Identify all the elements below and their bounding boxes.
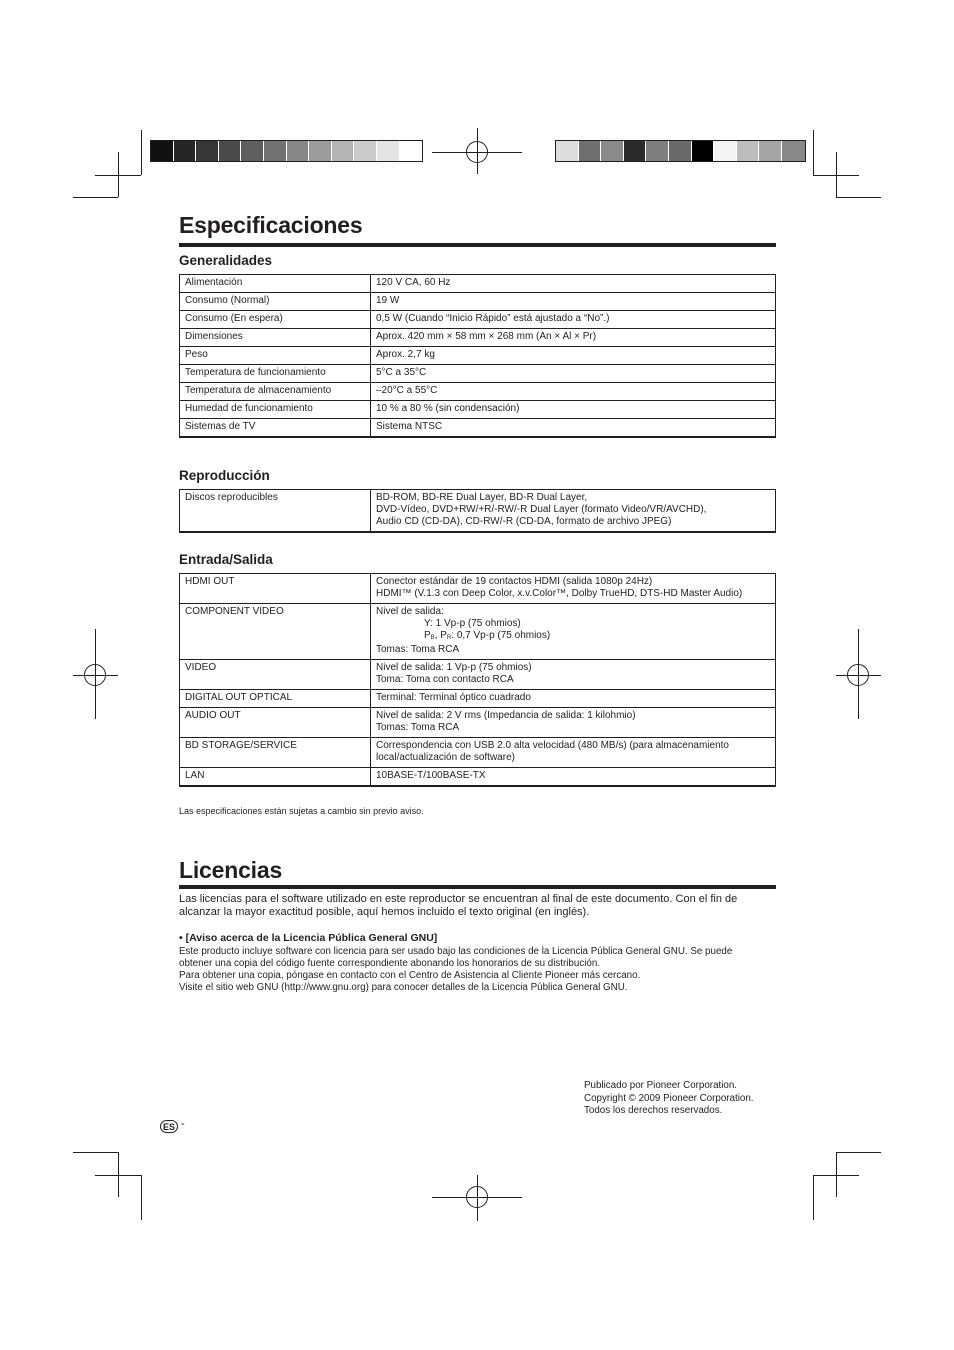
crop-mark-line (813, 1175, 814, 1220)
playback-heading: Reproducción (179, 468, 270, 483)
table-row (180, 604, 776, 660)
color-swatch (174, 141, 197, 161)
color-swatch (264, 141, 287, 161)
gnu-notice-heading: • [Aviso acerca de la Licencia Pública General GNU] (179, 932, 438, 944)
spec-label: LAN (180, 768, 371, 787)
color-swatch (579, 141, 602, 161)
table-row (180, 365, 776, 383)
table-row (180, 419, 776, 438)
spec-value: Aprox. 2,7 kg (371, 347, 776, 365)
spec-value: Nivel de salida: 2 V rms (Impedancia de salida: 1 kilohmio) Tomas: Toma RCA (371, 708, 776, 738)
table-row (180, 275, 776, 293)
spec-label: Dimensiones (180, 329, 371, 347)
spec-value: Nivel de salida: 1 Vp-p (75 ohmios) Toma: Toma con contacto RCA (371, 660, 776, 690)
color-swatch (759, 141, 782, 161)
spec-value: Aprox. 420 mm × 58 mm × 268 mm (An × Al × Pr) (371, 329, 776, 347)
spec-label: Consumo (Normal) (180, 293, 371, 311)
color-swatch (377, 141, 400, 161)
gnu-line: Este producto incluye software con licencia para ser usado bajo las condiciones de la Licencia Pública General GNU. Se puede (179, 946, 733, 957)
spec-value: –20°C a 55°C (371, 383, 776, 401)
io-heading: Entrada/Salida (179, 552, 273, 567)
crop-mark-line (95, 175, 141, 176)
table-row (180, 690, 776, 708)
publisher-line: Publicado por Pioneer Corporation. (584, 1080, 738, 1091)
spec-label: HDMI OUT (180, 574, 371, 604)
spec-label: Alimentación (180, 275, 371, 293)
color-swatch (332, 141, 355, 161)
table-row (180, 311, 776, 329)
color-swatch (241, 141, 264, 161)
color-swatch (714, 141, 737, 161)
licenses-title: Licencias (179, 857, 283, 883)
crop-mark-line (836, 197, 881, 198)
spec-value: Terminal: Terminal óptico cuadrado (371, 690, 776, 708)
color-swatch (782, 141, 805, 161)
spec-value: 10 % a 80 % (sin condensación) (371, 401, 776, 419)
spec-value-line: BD-ROM, BD-RE Dual Layer, BD-R Dual Layer, (376, 492, 588, 503)
spec-label: Discos reproducibles (180, 490, 371, 533)
gnu-notice-body (179, 946, 779, 994)
table-row (180, 401, 776, 419)
color-swatch (737, 141, 760, 161)
table-row (180, 347, 776, 365)
general-heading: Generalidades (179, 253, 273, 268)
spec-label: COMPONENT VIDEO (180, 604, 371, 660)
licenses-intro: Las licencias para el software utilizado en este reproductor se encuentran al final de este documento. Con el fin de alcanzar la mayor exactitud posible, aquí hemos incluido el texto original (en inglés). (179, 893, 738, 918)
grayscale-color-bar-left (150, 140, 423, 162)
crop-mark-line (73, 1152, 118, 1153)
table-row (180, 768, 776, 787)
grayscale-color-bar-right (555, 140, 806, 162)
publisher-info (584, 1080, 754, 1118)
publisher-line: Copyright © 2009 Pioneer Corporation. (584, 1092, 754, 1104)
color-swatch (669, 141, 692, 161)
spec-value: 10BASE-T/100BASE-TX (371, 768, 776, 787)
crop-mark-line (836, 1152, 881, 1153)
playback-spec-table (179, 489, 776, 533)
color-swatch (601, 141, 624, 161)
spec-value: Sistema NTSC (371, 419, 776, 438)
title-rule (179, 885, 776, 889)
spec-disclaimer: Las especificaciones están sujetas a cambio sin previo aviso. (179, 806, 424, 816)
crop-mark-line (813, 130, 814, 175)
gnu-line: Para obtener una copia, póngase en contacto con el Centro de Asistencia al Cliente Pioneer más cercano. (179, 970, 641, 981)
crop-mark-line (95, 1175, 141, 1176)
io-spec-table (179, 573, 776, 787)
spec-label: Consumo (En espera) (180, 311, 371, 329)
spec-label: Sistemas de TV (180, 419, 371, 438)
spec-value: 0,5 W (Cuando “Inicio Rápido” está ajustado a “No”.) (371, 311, 776, 329)
title-rule (179, 243, 776, 247)
color-swatch (556, 141, 579, 161)
color-swatch (646, 141, 669, 161)
spec-label: Peso (180, 347, 371, 365)
spec-value: 5°C a 35°C (371, 365, 776, 383)
table-row (180, 383, 776, 401)
table-row (180, 708, 776, 738)
table-row (180, 660, 776, 690)
spec-value-line: Audio CD (CD-DA), CD-RW/-R (CD-DA, formato de archivo JPEG) (376, 516, 672, 527)
color-swatch (219, 141, 242, 161)
spec-label: Temperatura de funcionamiento (180, 365, 371, 383)
color-swatch (624, 141, 647, 161)
language-badge: ES (160, 1120, 178, 1133)
spec-value (371, 490, 776, 533)
spec-value-line: DVD-Vídeo, DVD+RW/+R/-RW/-R Dual Layer (formato Video/VR/AVCHD), (376, 504, 707, 515)
crop-mark-line (73, 197, 118, 198)
gnu-line: Visite el sitio web GNU (http://www.gnu.org) para conocer detalles de la Licencia Pública General GNU. (179, 982, 628, 993)
color-swatch (692, 141, 715, 161)
spec-label: Temperatura de almacenamiento (180, 383, 371, 401)
color-swatch (151, 141, 174, 161)
color-swatch (287, 141, 310, 161)
page-number-dash: - (181, 1118, 185, 1130)
color-swatch (196, 141, 219, 161)
publisher-line: Todos los derechos reservados. (584, 1105, 723, 1116)
spec-label: DIGITAL OUT OPTICAL (180, 690, 371, 708)
spec-value: Nivel de salida: Y: 1 Vp-p (75 ohmios) $P_B$, $P_R$: 0,7 Vp-p (75 ohmios) Tomas: Toma RCA (371, 604, 776, 660)
spec-label: Humedad de funcionamiento (180, 401, 371, 419)
crop-mark-line (813, 1175, 859, 1176)
color-swatch (309, 141, 332, 161)
table-row (180, 490, 776, 533)
crop-mark-line (141, 1175, 142, 1220)
general-spec-table (179, 274, 776, 438)
table-row (180, 738, 776, 768)
crop-mark-line (813, 175, 859, 176)
crop-mark-line (141, 130, 142, 175)
spec-label: BD STORAGE/SERVICE (180, 738, 371, 768)
specs-title: Especificaciones (179, 212, 363, 238)
spec-value: 19 W (371, 293, 776, 311)
color-swatch (400, 141, 423, 161)
spec-label: AUDIO OUT (180, 708, 371, 738)
color-swatch (354, 141, 377, 161)
table-row (180, 329, 776, 347)
spec-value: 120 V CA, 60 Hz (371, 275, 776, 293)
spec-label: VIDEO (180, 660, 371, 690)
gnu-line: obtener una copia del código fuente correspondiente abonando los honorarios de su distribución. (179, 958, 601, 969)
table-row (180, 293, 776, 311)
table-row (180, 574, 776, 604)
spec-value: Conector estándar de 19 contactos HDMI (salida 1080p 24Hz) HDMI™ (V.1.3 con Deep Color, x.v.Color™, Dolby TrueHD, DTS-HD Master Audio) (371, 574, 776, 604)
spec-value: Correspondencia con USB 2.0 alta velocidad (480 MB/s) (para almacenamiento local/actualización de software) (371, 738, 776, 768)
